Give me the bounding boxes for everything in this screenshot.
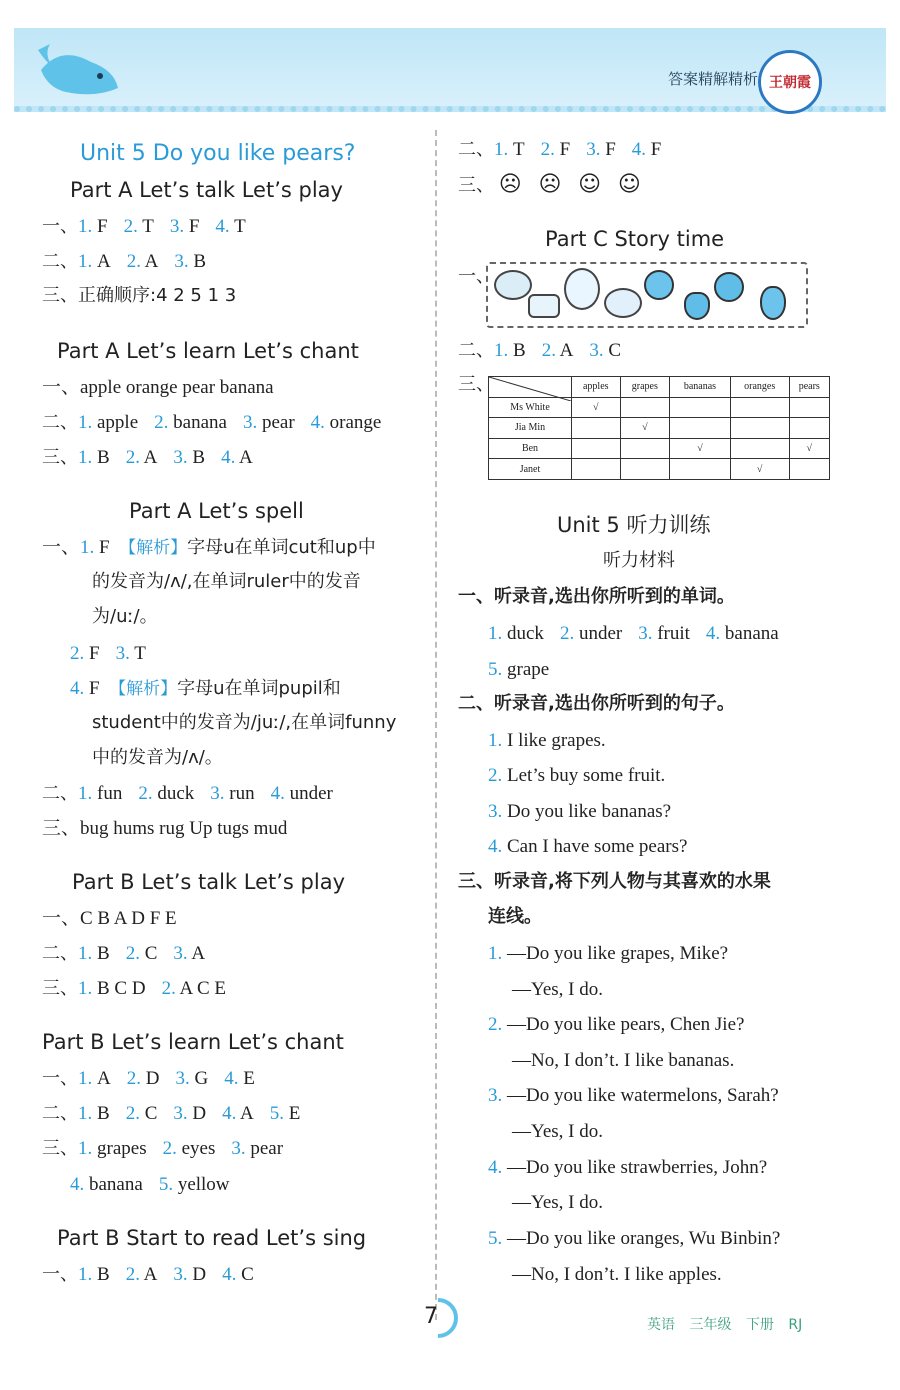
item-answer: banana <box>84 1174 143 1195</box>
item-number: 2. <box>126 251 141 272</box>
item-number: 2. <box>154 412 169 433</box>
item-number: 1. <box>78 1068 93 1089</box>
table-row <box>489 459 830 480</box>
item-answer: E <box>238 1068 255 1089</box>
section-heading: Part B Let’s learn Let’s chant <box>42 1030 344 1054</box>
sentence-text: Do you like bananas? <box>507 801 672 822</box>
item-number: 5. <box>488 659 503 680</box>
item-answer: B <box>92 1264 110 1285</box>
prefix: 一、 <box>42 1068 78 1089</box>
cake-icon <box>528 294 560 318</box>
sad-face-icon: ☹ <box>538 172 562 197</box>
item-answer: F <box>99 537 110 558</box>
table-cell <box>572 459 621 480</box>
item-answer: F <box>554 139 571 160</box>
answer-line: 三、正确顺序:4 2 5 1 3 <box>42 285 237 306</box>
item-number: 2. <box>138 783 153 804</box>
explanation-text: 字母u在单词pupil和 <box>177 678 341 699</box>
item-answer: apple <box>92 412 139 433</box>
item-answer: B C D <box>92 978 146 999</box>
table-header-row <box>489 377 830 398</box>
item-answer: yellow <box>173 1174 230 1195</box>
item-number: 3. <box>173 1103 188 1124</box>
item-number: 3. <box>169 216 185 237</box>
item-number: 1. <box>78 1264 93 1285</box>
item-number: 2. <box>540 139 555 160</box>
section-heading: Part C Story time <box>545 227 725 251</box>
item-answer: banana <box>168 412 227 433</box>
sentence-text: I like grapes. <box>507 730 606 751</box>
answer-line <box>42 413 397 432</box>
banana-icon <box>564 268 600 310</box>
item-number: 3. <box>231 1138 246 1159</box>
answer-line: 三、bug hums rug Up tugs mud <box>42 818 288 839</box>
sentence-text: Let’s buy some fruit. <box>507 765 666 786</box>
dialog-answer: —No, I don’t. I like bananas. <box>512 1050 735 1071</box>
item-number: 4. <box>222 1264 237 1285</box>
row-name: Jia Min <box>489 418 572 439</box>
sentence-item <box>488 802 671 821</box>
item-number: 2. <box>125 1103 140 1124</box>
prefix: 二、 <box>42 1103 78 1124</box>
section-heading: Unit 5 听力训练 <box>557 513 711 537</box>
section-subheading: 听力材料 <box>603 550 675 571</box>
item-answer: duck <box>502 623 544 644</box>
dialog-answer: —Yes, I do. <box>512 1192 603 1213</box>
item-number: 3. <box>173 943 188 964</box>
dialog-question: —Do you like grapes, Mike? <box>507 943 729 964</box>
item-answer: A C E <box>175 978 226 999</box>
dialog-question: —Do you like watermelons, Sarah? <box>507 1085 779 1106</box>
item-number: 2. <box>126 1068 141 1089</box>
fruit-survey-table <box>488 376 830 480</box>
explanation-text: student中的发音为/juː/,在单词funny <box>92 712 397 733</box>
smiley-face-icon: ☺ <box>617 172 641 197</box>
item-number: 5. <box>158 1174 174 1195</box>
item-number: 1. <box>78 447 93 468</box>
answer-line <box>458 140 677 159</box>
item-number: 5. <box>269 1103 285 1124</box>
item-answer: D <box>187 1103 207 1124</box>
item-answer: A <box>92 1068 111 1089</box>
prefix: 二、 <box>42 943 78 964</box>
item-answer: T <box>229 216 246 237</box>
item-answer: duck <box>152 783 195 804</box>
column-divider <box>435 130 437 1320</box>
section-heading: Part B Let’s talk Let’s play <box>72 870 345 894</box>
item-number: 3. <box>488 801 503 822</box>
item-number: 4. <box>70 1174 85 1195</box>
bread-icon <box>604 288 642 318</box>
table-cell <box>670 459 731 480</box>
item-number: 3. <box>638 623 653 644</box>
item-answer: B <box>187 447 206 468</box>
item-number: 1. <box>80 537 95 558</box>
answer-line <box>458 174 653 196</box>
item-number: 4. <box>70 678 85 699</box>
item-number: 1. <box>78 216 93 237</box>
question-heading: 连线。 <box>488 906 542 927</box>
item-number: 3. <box>589 340 604 361</box>
item-number: 2. <box>162 1138 177 1159</box>
item-number: 1. <box>488 623 503 644</box>
item-number: 5. <box>488 1228 503 1249</box>
answer-line <box>42 979 242 998</box>
item-answer: A <box>139 1264 158 1285</box>
answer-line <box>42 1139 299 1158</box>
item-answer: F <box>600 139 616 160</box>
item-number: 2. <box>123 216 138 237</box>
item-answer: under <box>574 623 623 644</box>
dialog-answer: —No, I don’t. I like apples. <box>512 1264 722 1285</box>
sad-face-icon: ☹ <box>498 172 522 197</box>
answer-line <box>458 341 637 360</box>
item-answer: B <box>188 251 207 272</box>
item-number: 3. <box>586 139 601 160</box>
item-number: 4. <box>224 1068 239 1089</box>
item-number: 3. <box>175 1068 190 1089</box>
sentence-text: Can I have some pears? <box>507 836 688 857</box>
prefix: 三、 <box>458 175 494 196</box>
dialog-line <box>488 944 728 963</box>
item-number: 1. <box>488 730 503 751</box>
item-number: 3. <box>174 251 189 272</box>
item-answer: C <box>139 1103 158 1124</box>
item-number: 2. <box>125 1264 140 1285</box>
answer-line: 一、C B A D F E <box>42 908 177 929</box>
item-answer: T <box>129 643 146 664</box>
answer-line <box>42 784 349 803</box>
item-number: 2. <box>541 340 556 361</box>
item-answer: B <box>92 1103 110 1124</box>
dialog-question: —Do you like oranges, Wu Binbin? <box>507 1228 781 1249</box>
orange-icon <box>714 272 744 302</box>
item-number: 1. <box>78 783 93 804</box>
table-cell <box>730 418 789 439</box>
explanation-text: 中的发音为/ʌ/。 <box>92 747 223 768</box>
item-answer: A <box>235 447 253 468</box>
item-answer: C <box>236 1264 254 1285</box>
sentence-item <box>488 766 665 785</box>
item-answer: A <box>236 1103 254 1124</box>
item-number: 4. <box>705 623 721 644</box>
item-answer: B <box>92 943 110 964</box>
item-number: 4. <box>270 783 285 804</box>
item-answer: run <box>224 783 255 804</box>
table-cell <box>670 418 731 439</box>
prefix: 二、 <box>458 139 494 160</box>
item-answer: F <box>646 139 662 160</box>
page-number: 7 <box>424 1304 438 1329</box>
item-number: 3. <box>173 447 188 468</box>
smiley-face-icon: ☺ <box>578 172 602 197</box>
sentence-item <box>488 837 687 856</box>
item-answer: A <box>139 447 158 468</box>
table-cell: √ <box>789 438 829 459</box>
item-number: 1. <box>494 340 509 361</box>
item-number: 3. <box>115 643 130 664</box>
item-answer: orange <box>324 412 382 433</box>
dialog-line <box>488 1015 744 1034</box>
item-answer: A <box>92 251 111 272</box>
table-cell: √ <box>572 397 621 418</box>
explanation-text: 字母u在单词cut和up中 <box>187 537 376 558</box>
prefix: 一、 <box>458 266 494 287</box>
brand-logo: 王朝霞 <box>758 50 822 114</box>
item-number: 4. <box>310 412 325 433</box>
table-cell: √ <box>620 418 670 439</box>
item-answer: C <box>139 943 158 964</box>
answer-line <box>70 1175 246 1194</box>
table-cell <box>789 397 829 418</box>
table-row <box>489 418 830 439</box>
answer-line <box>42 1265 270 1284</box>
diagonal-line <box>489 377 571 401</box>
prefix: 二、 <box>42 251 78 272</box>
answer-line: 一、apple orange pear banana <box>42 377 274 398</box>
table-cell <box>572 438 621 459</box>
item-number: 2. <box>70 643 85 664</box>
section-heading: Part A Let’s learn Let’s chant <box>57 339 359 363</box>
item-number: 1. <box>78 412 93 433</box>
item-answer: grapes <box>92 1138 147 1159</box>
item-answer: eyes <box>176 1138 216 1159</box>
row-name: Ms White <box>489 397 572 418</box>
question-heading: 二、听录音,选出你所听到的句子。 <box>458 693 735 714</box>
item-answer: banana <box>720 623 779 644</box>
apple-icon <box>644 270 674 300</box>
answer-line <box>42 538 376 557</box>
item-number: 4. <box>488 1157 503 1178</box>
table-row <box>489 438 830 459</box>
table-cell: √ <box>730 459 789 480</box>
prefix: 二、 <box>42 783 78 804</box>
item-number: 2. <box>488 1014 503 1035</box>
item-answer: T <box>508 139 525 160</box>
item-answer: fruit <box>652 623 690 644</box>
table-cell <box>789 418 829 439</box>
dialog-question: —Do you like pears, Chen Jie? <box>507 1014 745 1035</box>
item-number: 4. <box>631 139 647 160</box>
item-number: 1. <box>494 139 509 160</box>
answer-line <box>70 679 341 698</box>
question-heading: 一、听录音,选出你所听到的单词。 <box>458 586 735 607</box>
prefix: 二、 <box>42 412 78 433</box>
dialog-answer: —Yes, I do. <box>512 1121 603 1142</box>
item-number: 1. <box>78 1103 93 1124</box>
explanation-text: 为/uː/。 <box>92 606 158 627</box>
answer-line <box>42 217 262 236</box>
answer-line <box>42 1069 271 1088</box>
table-cell <box>572 418 621 439</box>
item-number: 3. <box>488 1085 503 1106</box>
item-answer: T <box>137 216 154 237</box>
prefix: 三、 <box>42 1138 78 1159</box>
table-cell <box>670 397 731 418</box>
item-answer: B <box>92 447 110 468</box>
item-answer: D <box>187 1264 207 1285</box>
item-number: 4. <box>221 447 236 468</box>
prefix: 一、 <box>42 216 78 237</box>
strawberry-icon <box>684 292 710 320</box>
item-answer: G <box>189 1068 209 1089</box>
item-number: 2. <box>559 623 575 644</box>
explanation-text: 的发音为/ʌ/,在单词ruler中的发音 <box>92 571 361 592</box>
item-answer: B <box>508 340 526 361</box>
item-answer: E <box>284 1103 301 1124</box>
column-header: bananas <box>670 377 731 398</box>
item-answer: pear <box>245 1138 284 1159</box>
page-header <box>14 28 886 112</box>
item-answer: D <box>140 1068 160 1089</box>
answer-line <box>42 448 269 467</box>
prefix: 二、 <box>458 340 494 361</box>
column-header: oranges <box>730 377 789 398</box>
item-number: 1. <box>78 978 93 999</box>
item-answer: C <box>603 340 622 361</box>
item-answer: A <box>555 340 574 361</box>
question-heading: 三、听录音,将下列人物与其喜欢的水果 <box>458 871 771 892</box>
table-cell <box>789 459 829 480</box>
explanation-tag: 【解析】 <box>119 538 188 558</box>
answer-line <box>488 660 565 679</box>
column-header: apples <box>572 377 621 398</box>
answer-line <box>42 1104 316 1123</box>
item-answer: F <box>89 678 100 699</box>
table-cell <box>730 438 789 459</box>
dialog-answer: —Yes, I do. <box>512 979 603 1000</box>
answer-line <box>70 644 162 663</box>
pear-icon <box>760 286 786 320</box>
answer-line <box>42 252 222 271</box>
item-number: 1. <box>78 251 93 272</box>
item-number: 4. <box>215 216 230 237</box>
prefix: 一、 <box>42 537 81 558</box>
prefix: 三、 <box>458 374 494 395</box>
dialog-line <box>488 1158 767 1177</box>
row-name: Ben <box>489 438 572 459</box>
item-number: 1. <box>488 943 503 964</box>
dialog-line <box>488 1229 780 1248</box>
whale-icon <box>36 40 126 100</box>
footer-book-info: 英语 三年级 下册 RJ <box>647 1317 803 1333</box>
item-answer: fun <box>92 783 123 804</box>
item-number: 2. <box>125 447 140 468</box>
table-cell <box>620 397 670 418</box>
item-number: 1. <box>78 1138 93 1159</box>
item-number: 1. <box>78 943 93 964</box>
item-number: 4. <box>488 836 503 857</box>
unit-title: Unit 5 Do you like pears? <box>80 141 356 166</box>
table-corner-cell <box>489 377 572 398</box>
prefix: 三、 <box>42 978 78 999</box>
item-number: 2. <box>161 978 176 999</box>
row-name: Janet <box>489 459 572 480</box>
dialog-line <box>488 1086 779 1105</box>
item-number: 3. <box>173 1264 188 1285</box>
item-answer: under <box>284 783 333 804</box>
item-answer: F <box>84 643 100 664</box>
table-cell <box>620 459 670 480</box>
item-number: 3. <box>242 412 258 433</box>
item-number: 2. <box>488 765 503 786</box>
answer-line <box>42 944 221 963</box>
table-cell <box>620 438 670 459</box>
item-answer: F <box>92 216 108 237</box>
item-number: 3. <box>210 783 225 804</box>
item-answer: A <box>187 943 206 964</box>
item-number: 2. <box>125 943 140 964</box>
item-answer: A <box>140 251 159 272</box>
item-answer: F <box>184 216 200 237</box>
section-heading: Part A Let’s talk Let’s play <box>70 178 343 202</box>
plate-icon <box>494 270 532 300</box>
item-answer: grape <box>502 659 550 680</box>
table-cell <box>730 397 789 418</box>
table-cell: √ <box>670 438 731 459</box>
column-header: pears <box>789 377 829 398</box>
item-number: 4. <box>222 1103 237 1124</box>
prefix: 一、 <box>42 1264 78 1285</box>
section-heading: Part A Let’s spell <box>129 499 304 523</box>
explanation-tag: 【解析】 <box>109 679 178 699</box>
column-header: grapes <box>620 377 670 398</box>
prefix: 三、 <box>42 447 78 468</box>
dialog-question: —Do you like strawberries, John? <box>507 1157 768 1178</box>
item-answer: pear <box>257 412 295 433</box>
header-title: 答案精解精析 <box>667 70 758 88</box>
answer-line <box>488 624 795 643</box>
section-heading: Part B Start to read Let’s sing <box>57 1226 367 1250</box>
sentence-item <box>488 731 606 750</box>
fruit-picture-box <box>486 262 808 328</box>
